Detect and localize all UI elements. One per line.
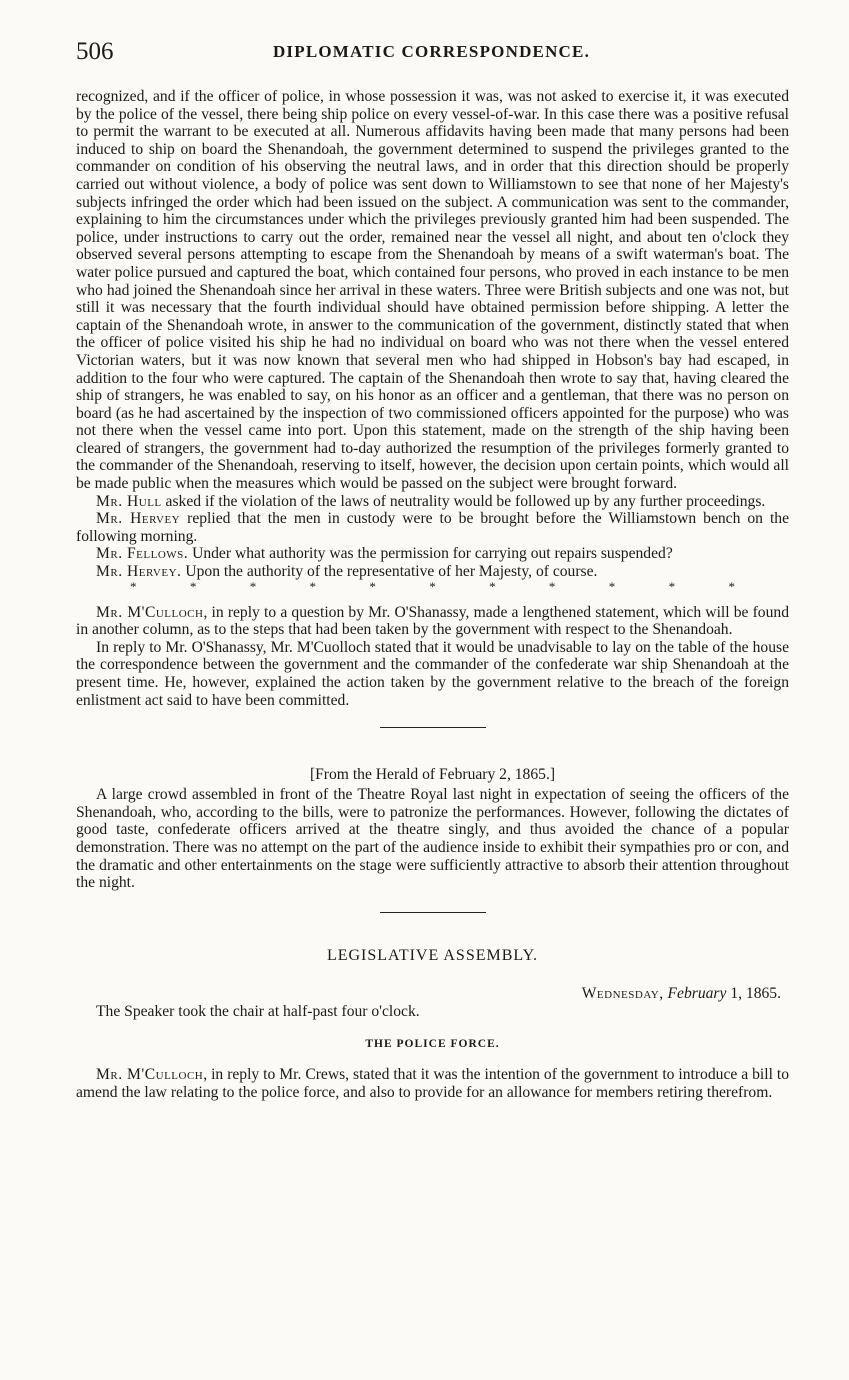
herald-source-line: [From the Herald of February 2, 1865.] bbox=[309, 766, 556, 784]
asterisk: * bbox=[130, 578, 137, 594]
exchange-hull bbox=[76, 493, 789, 511]
speaker-name: Mr. Hervey bbox=[96, 510, 181, 528]
speech-text: , in reply to a question by Mr. O'Shanassy, made a lengthened statement, which will be found in another column, as to the steps that had been taken by the government with respect to the Shenandoah. bbox=[76, 603, 789, 639]
body-column bbox=[76, 88, 789, 1102]
opening-paragraph: recognized, and if the officer of police, in whose possession it was, was not asked to exercise it, it was executed by the police of the vessel, there being ship police on every vessel-of-war. In this case there was a positive refusal to permit the warrant to be executed at all. Numerous affidavits having been made that many persons had been induced to ship on board the Shenandoah, the government determined to suspend the privileges granted to the commander on condition of his observing the neutral laws, and in order that this direction should be properly carried out without violence, a body of police was sent down to Williamstown to see that none of her Majesty's subjects infringed the order which had been issued on the subject. A communication was sent to the commander, explaining to him the circumstances under which the privileges previously granted him had been suspended. The police, under instructions to carry out the order, remained near the vessel all night, and about ten o'clock they observed several persons attempting to escape from the Shenandoah by means of a swift waterman's boat. The water police pursued and captured the boat, which contained four persons, who proved in each instance to be men who had joined the Shenandoah since her arrival in these waters. Three were British subjects and one was not, but still it was necessary that the fourth individual should have obtained permission before shipping. A letter the captain of the Shenandoah wrote, in answer to the communication of the government, distinctly stated that when the officer of police visited his ship he had no individual on board who was not there when the vessel entered Victorian waters, but it was now known that several men who had shipped in Hobson's bay had escaped, in addition to the four who were captured. The captain of the Shenandoah then wrote to say that, having cleared the ship of strangers, he was enabled to say, on his honor as an officer and a gentleman, that there was no person on board (as he had ascertained by the inspection of two commissioned officers appointed for the purpose) who was not there when the vessel came into port. Upon this statement, made on the strength of the ship having been cleared of strangers, the government had to-day authorized the resumption of the privileges formerly granted to the commander of the Shenandoah, reserving to itself, however, the decision upon certain points, which would all be made public when the measures which would be passed on the subject were brought forward. bbox=[76, 88, 789, 493]
speaker-name: Mr. Hull bbox=[96, 492, 162, 510]
speech-text: Under what authority was the permission for carrying out repairs suspended? bbox=[188, 545, 673, 563]
speech-text: Upon the authority of the representative of her Majesty, of course. bbox=[181, 563, 598, 581]
asterisk: * bbox=[608, 578, 616, 594]
exchange-hervey-reply bbox=[76, 510, 789, 545]
section-divider bbox=[380, 727, 486, 728]
asterisk: * bbox=[369, 578, 376, 594]
police-force-paragraph bbox=[76, 1066, 789, 1101]
speaker-name: Mr. Fellows. bbox=[96, 545, 189, 563]
running-head: DIPLOMATIC CORRESPONDENCE. bbox=[272, 42, 591, 61]
asterisk: * bbox=[489, 578, 496, 594]
assembly-date bbox=[76, 985, 789, 1003]
page-header bbox=[76, 38, 787, 70]
speaker-name: Mr. Hervey. bbox=[96, 563, 182, 581]
herald-paragraph: A large crowd assembled in front of the Theatre Royal last night in expectation of seeing the officers of the Shenandoah, who, according to the bills, were to patronize the performances. However, following the dictates of good taste, confederate officers arrived at the theatre singly, and thus avoided the chance of a popular demonstration. There was no attempt on the part of the audience inside to exhibit their sympathies pro or con, and the dramatic and other entertainments on the stage were sufficiently attractive to absorb their attention throughout the night. bbox=[76, 786, 789, 892]
page-number: 506 bbox=[76, 38, 114, 65]
mcculloch-statement bbox=[76, 604, 789, 639]
section-divider bbox=[380, 912, 486, 913]
asterisk: * bbox=[249, 578, 257, 594]
assembly-title: LEGISLATIVE ASSEMBLY. bbox=[326, 946, 539, 964]
exchange-hervey-answer bbox=[76, 563, 789, 581]
ellipsis-asterisks bbox=[76, 578, 789, 595]
police-force-subhead: THE POLICE FORCE. bbox=[365, 1038, 500, 1051]
speech-text: replied that the men in custody were to be brought before the Williamstown bench on the following morning. bbox=[76, 510, 789, 545]
asterisk: * bbox=[429, 578, 436, 594]
date-month: February bbox=[667, 984, 727, 1002]
mcculloch-reply: In reply to Mr. O'Shanassy, Mr. M'Cuolloch stated that it would be unadvisable to lay on the table of the house the correspondence between the government and the commander of the confederate war ship Shenandoah at the present time. He, however, explained the action taken by the government relative to the breach of the foreign enlistment act said to have been committed. bbox=[76, 638, 789, 709]
date-year: 1, 1865. bbox=[726, 984, 781, 1002]
speech-text: asked if the violation of the laws of neutrality would be followed up by any further proceedings. bbox=[161, 492, 766, 510]
asterisk: * bbox=[189, 578, 197, 594]
asterisk: * bbox=[668, 578, 676, 594]
asterisk: * bbox=[309, 578, 317, 594]
speech-text: , in reply to Mr. Crews, stated that it was the intention of the government to introduce a bill to amend the law relating to the police force, and also to provide for an allowance for members retiring therefrom. bbox=[76, 1066, 789, 1101]
speaker-name: Mr. M'Culloch bbox=[96, 1066, 204, 1084]
asterisk: * bbox=[728, 578, 735, 594]
exchange-fellows bbox=[76, 545, 789, 563]
speaker-name: Mr. M'Culloch bbox=[96, 603, 204, 621]
date-weekday: Wednesday, bbox=[581, 984, 664, 1002]
asterisk: * bbox=[548, 578, 556, 594]
chair-line: The Speaker took the chair at half-past four o'clock. bbox=[96, 1002, 420, 1020]
